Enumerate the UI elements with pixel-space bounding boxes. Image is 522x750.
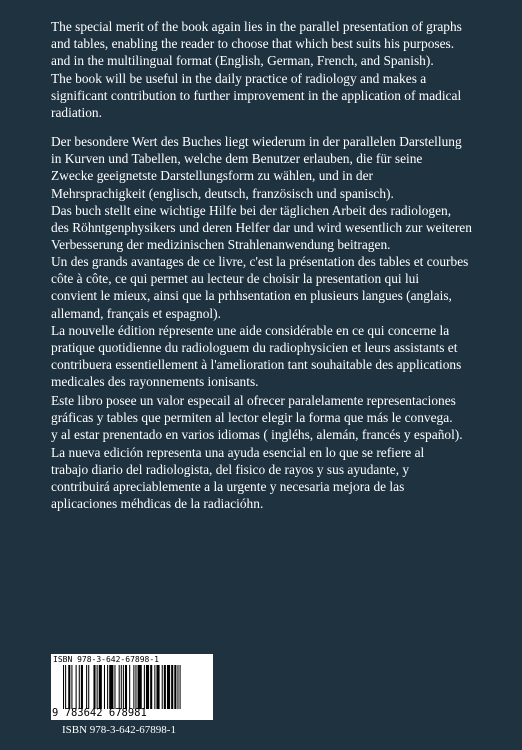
blurb-line: Der besondere Wert des Buches liegt wiederum in der parallelen Darstellung: [51, 134, 462, 149]
blurb-line: and tables, enabling the reader to choose that which best suits his purposes.: [51, 36, 455, 52]
blurb-line: Este libro posee un valor especail al ofrecer paralelamente representaciones: [51, 393, 456, 408]
blurb-line: côte à côte, ce qui permet au lecteur de choisir la presentation qui lui: [51, 271, 420, 287]
blurb-line: and in the multilingual format (English, German, French, and Spanish).: [51, 53, 434, 69]
isbn-text: ISBN 978-3-642-67898-1: [62, 724, 176, 736]
blurb-line: The book will be useful in the daily practice of radiology and makes a: [51, 70, 427, 86]
blurb-line: gráficas y tables que permiten al lector elegir la forma que más le convega.: [51, 410, 453, 426]
blurb-line: aplicaciones méhdicas de la radiacióhn.: [51, 496, 264, 512]
blurb-line: contribuera essentiellement à l'amelioration tant souhaitable des applications: [51, 357, 462, 373]
blurb-line: Das buch stellt eine wichtige Hilfe bei der täglichen Arbeit des radiologen,: [51, 202, 452, 218]
blurb-line: y al estar prenentado en varios idiomas ( ingléhs, alemán, francés y español).: [51, 427, 463, 443]
blurb-line: Mehrsprachigkeit (englisch, deutsch, französisch und spanisch).: [51, 185, 394, 201]
blurb-french: [51, 253, 491, 391]
blurb-line: Un des grands avantages de ce livre, c'est la présentation des tables et courbes: [51, 254, 469, 269]
blurb-line: pratique quotidienne du radiologuem du radiophysicien et leurs assistants et: [51, 340, 458, 356]
barcode: [51, 654, 213, 720]
blurb-line: convient le mieux, ainsi que la prhhsentation en plusieurs langues (anglais,: [51, 288, 452, 304]
blurb-line: La nueva edición representa una ayuda esencial en lo que se refiere al: [51, 444, 425, 460]
blurb-line: significant contribution to further improvement in the application of madical: [51, 87, 462, 103]
blurb-line: Verbesserung der medizinischen Strahlenanwendung beitragen.: [51, 237, 391, 253]
blurb-line: The special merit of the book again lies in the parallel presentation of graphs: [51, 19, 462, 34]
blurb-line: medicales des rayonnements ionisants.: [51, 374, 259, 390]
blurb-line: allemand, français et espagnol).: [51, 305, 221, 321]
blurb-line: La nouvelle édition répresente une aide considérable en ce qui concerne la: [51, 322, 450, 338]
blurb-line: in Kurven und Tabellen, welche dem Benutzer erlauben, die für seine: [51, 151, 423, 167]
barcode-bars: [61, 665, 211, 709]
blurb-spanish: [51, 392, 491, 512]
barcode-digits: 9 783642 678981: [52, 707, 147, 719]
blurb-german: [51, 133, 491, 253]
barcode-isbn-label: ISBN 978-3-642-67898-1: [53, 655, 159, 664]
blurb-line: radiation.: [51, 105, 102, 121]
blurb-line: Zwecke geeignetste Darstellungsform zu wählen, und in der: [51, 168, 374, 184]
blurb-line: des Röhntgenphysikers und deren Helfer dar und wird wesentlich zur weiteren: [51, 220, 472, 236]
blurb-english: [51, 18, 491, 121]
blurb-line: trabajo diario del radiologista, del fisico de rayos y sus ayudante, y: [51, 461, 410, 477]
blurb-line: contribuirá apreciablemente a la urgente y necesaria mejora de las: [51, 479, 405, 495]
